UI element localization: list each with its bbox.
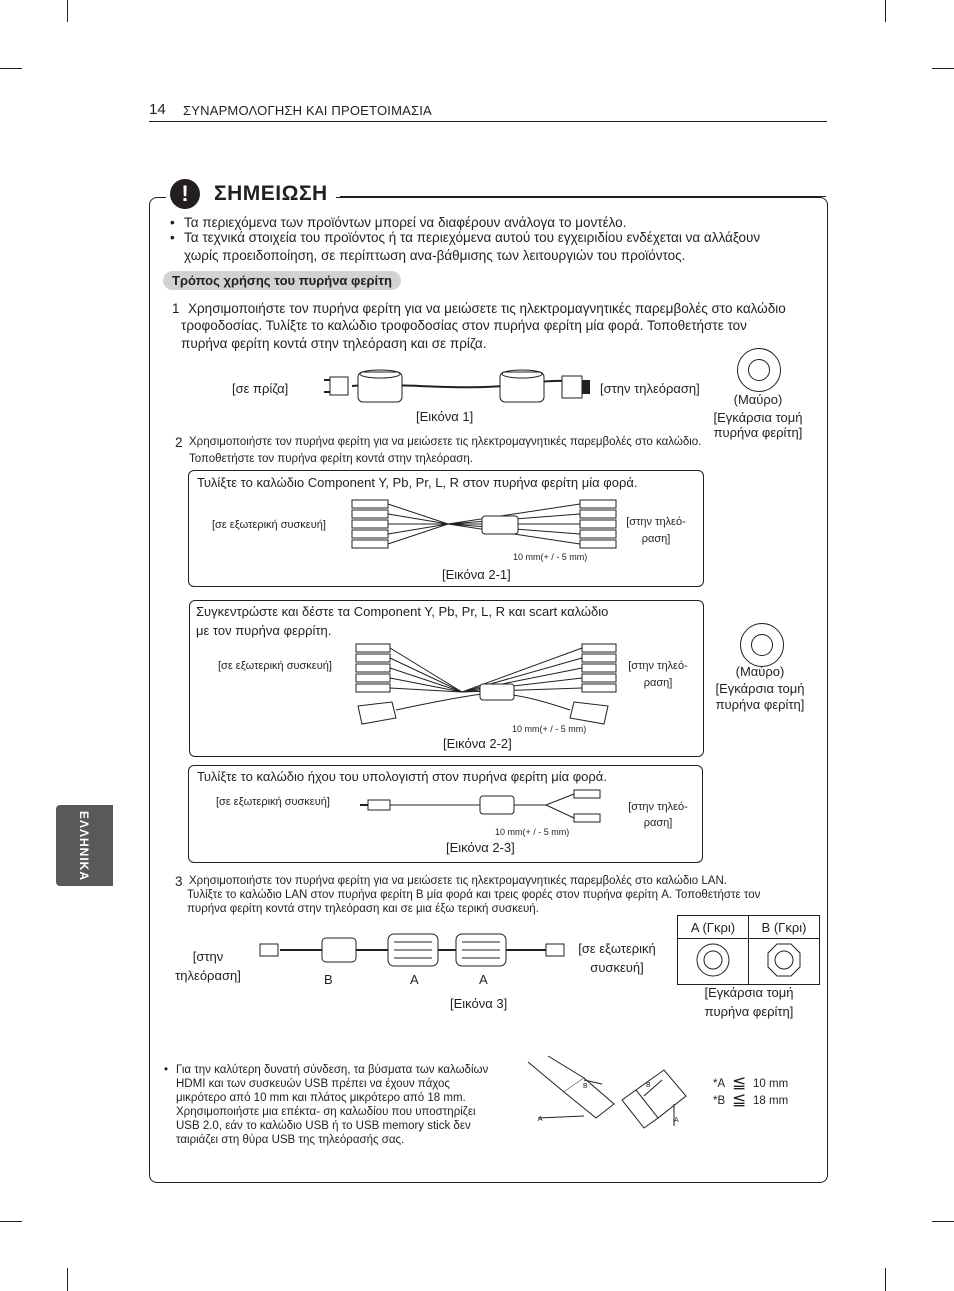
ferrite-cross-section-table	[677, 915, 820, 985]
exclamation-icon: !	[170, 179, 200, 209]
figure-2-3-right-1: [στην τηλεό-	[628, 801, 688, 813]
spec-a-label: *A	[713, 1078, 726, 1090]
step1-right-label: [στην τηλεόραση]	[600, 381, 700, 396]
step2-number: 2	[175, 435, 183, 450]
step1-left-label: [σε πρίζα]	[232, 381, 289, 396]
language-tab-label: ΕΛΛΗΝΙΚΑ	[77, 810, 91, 882]
page-number: 14	[149, 101, 166, 118]
marker-b: B	[324, 972, 333, 987]
header-a-gray: A (Γκρι)	[678, 916, 749, 939]
hdmi-bullet: •	[164, 1064, 169, 1076]
ferrite-cross-section-hole	[748, 359, 770, 381]
step3-left-label-2: τηλεόραση]	[175, 968, 241, 983]
note-bullet-2: Τα τεχνικά στοιχεία του προϊόντος ή τα περιεχόμενα αυτού του εγχειριδίου ενδέχεται να αλλάξουν	[184, 230, 761, 245]
step3-right-label-2: συσκευή]	[590, 960, 644, 975]
power-cord-illustration	[322, 362, 598, 412]
cross-section-2-color: (Μαύρο)	[735, 664, 785, 679]
figure-1-caption: [Εικόνα 1]	[416, 409, 474, 424]
step2-line-2: Τοποθετήστε τον πυρήνα φερίτη κοντά στην τηλεόραση.	[189, 453, 473, 465]
note-heading	[166, 177, 336, 211]
figure-2-3-dimension: 10 mm(+ / - 5 mm)	[495, 827, 570, 837]
note-title: ΣΗΜΕΙΩΣΗ	[214, 182, 328, 205]
figure-2-2-left: [σε εξωτερική συσκευή]	[218, 660, 332, 672]
cross-section-1-title: [Εγκάρσια τομή	[713, 410, 803, 425]
hdmi-note-line-1: Για την καλύτερη δυνατή σύνδεση, τα βύσματα των καλωδίων	[176, 1064, 489, 1076]
figure-3-caption: [Εικόνα 3]	[450, 996, 508, 1011]
figure-2-1-text: Τυλίξτε το καλώδιο Component Y, Pb, Pr, L, R στον πυρήνα φερίτη μία φορά.	[197, 475, 638, 490]
figure-2-3-left: [σε εξωτερική συσκευή]	[216, 796, 330, 808]
plug-label-a-2: A	[674, 1117, 679, 1124]
step1-number: 1	[172, 301, 180, 316]
hdmi-note-line-4: Χρησιμοποιήστε μια επέκτα- ση καλωδίου που υποστηρίζει	[176, 1106, 476, 1118]
step1-line-1: Χρησιμοποιήστε τον πυρήνα φερίτη για να μειώσετε τις ηλεκτρομαγνητικές παρεμβολές στο καλώδιο	[188, 301, 786, 316]
cross-section-1-color: (Μαύρο)	[733, 392, 783, 407]
figure-2-1-dimension: 10 mm(+ / - 5 mm)	[513, 552, 588, 562]
component-scart-cable-illustration	[352, 640, 622, 732]
hdmi-note-line-2: HDMI και των συσκευών USB πρέπει να έχουν πάχος	[176, 1078, 450, 1090]
spec-a-symbol: ≦	[732, 1073, 747, 1092]
note-bullet-1: Τα περιεχόμενα των προϊόντων μπορεί να διαφέρουν ανάλογα το μοντέλο.	[184, 215, 627, 230]
figure-2-2-right-1: [στην τηλεό-	[628, 660, 688, 672]
plug-label-a-1: A	[538, 1116, 543, 1123]
figure-2-3-caption: [Εικόνα 2-3]	[446, 840, 515, 855]
step3-line-2: Τυλίξτε το καλώδιο LAN στον πυρήνα φερίτη B μία φορά και τρεις φορές στον πυρήνα φερίτη A. Τοποθετήστε τον	[187, 889, 761, 901]
bullet-2: •	[170, 230, 175, 245]
bullet-1: •	[170, 215, 175, 230]
cross-section-3-title: [Εγκάρσια τομή	[704, 985, 794, 1000]
hdmi-note-line-5: USB 2.0, εάν το καλώδιο USB ή το USB memory stick δεν	[176, 1120, 471, 1132]
figure-2-2-text-1: Συγκεντρώστε και δέστε τα Component Y, Pb, Pr, L, R και scart καλώδιο	[196, 604, 609, 619]
step3-line-3: πυρήνα φερίτη κοντά στην τηλεόραση και σε μια έξω τερική συσκευή.	[187, 903, 539, 915]
section-label: Τρόπος χρήσης του πυρήνα φερίτη	[163, 271, 401, 290]
audio-cable-illustration	[356, 784, 616, 830]
note-title-rule	[340, 196, 826, 197]
ferrite-octagon-icon	[764, 940, 804, 980]
note-bullet-2-cont: χωρίς προειδοποίηση, σε περίπτωση ανα-βάθμισης των λειτουργιών του προϊόντος.	[184, 248, 686, 263]
hdmi-usb-plug-illustration	[524, 1056, 704, 1136]
step3-left-label-1: [στην	[192, 949, 224, 964]
figure-2-2-right-2: ραση]	[643, 677, 673, 689]
figure-2-2-dimension: 10 mm(+ / - 5 mm)	[512, 724, 587, 734]
ferrite-round-icon	[693, 940, 733, 980]
cross-section-2-title: [Εγκάρσια τομή	[715, 681, 805, 696]
spec-b-value: 18 mm	[753, 1095, 789, 1107]
cross-section-3-title-2: πυρήνα φερίτη]	[704, 1004, 794, 1019]
hdmi-note-line-6: ταιριάζει στη θύρα USB της τηλεόρασής σας.	[176, 1134, 405, 1146]
header-b-gray: B (Γκρι)	[749, 916, 820, 939]
figure-2-1-right-1: [στην τηλεό-	[626, 516, 686, 528]
marker-a-1: A	[410, 972, 419, 987]
step2-line-1: Χρησιμοποιήστε τον πυρήνα φερίτη για να μειώσετε τις ηλεκτρομαγνητικές παρεμβολές στο καλώδιο.	[189, 436, 702, 448]
component-cable-illustration	[348, 496, 620, 556]
step3-right-label-1: [σε εξωτερική	[578, 941, 656, 956]
step3-line-1: Χρησιμοποιήστε τον πυρήνα φερίτη για να μειώσετε τις ηλεκτρομαγνητικές παρεμβολές στο καλώδιο LAN.	[189, 875, 727, 887]
hdmi-note-line-3: μικρότερο από 10 mm και πλάτος μικρότερο από 18 mm.	[176, 1092, 466, 1104]
cross-section-1-title-2: πυρήνα φερίτη]	[713, 425, 803, 440]
figure-2-1-left: [σε εξωτερική συσκευή]	[212, 519, 326, 531]
spec-a-value: 10 mm	[753, 1078, 789, 1090]
figure-2-1-caption: [Εικόνα 2-1]	[442, 567, 511, 582]
figure-2-2-caption: [Εικόνα 2-2]	[443, 736, 512, 751]
step3-number: 3	[175, 874, 183, 889]
plug-label-b-2: B	[646, 1082, 651, 1089]
figure-2-3-right-2: ραση]	[643, 817, 673, 829]
header-rule	[149, 121, 827, 122]
chapter-title: ΣΥΝΑΡΜΟΛΟΓΗΣΗ ΚΑΙ ΠΡΟΕΤΟΙΜΑΣΙΑ	[183, 103, 432, 118]
ferrite-cross-section-hole-2	[751, 634, 773, 656]
figure-2-3-text: Τυλίξτε το καλώδιο ήχου του υπολογιστή στον πυρήνα φερίτη μία φορά.	[197, 769, 607, 784]
cross-section-2-title-2: πυρήνα φερίτη]	[715, 697, 805, 712]
lan-cable-illustration	[256, 930, 568, 972]
cross-section-b-cell	[749, 939, 820, 985]
step1-line-2: τροφοδοσίας. Τυλίξτε το καλώδιο τροφοδοσίας στον πυρήνα φερίτη μία φορά. Τοποθετήστε τον	[181, 318, 747, 333]
step1-line-3: πυρήνα φερίτη κοντά στην τηλεόραση και σε πρίζα.	[181, 336, 487, 351]
plug-label-b-1: B	[583, 1083, 588, 1090]
spec-b-label: *B	[713, 1095, 726, 1107]
cross-section-a-cell	[678, 939, 749, 985]
figure-2-2-text-2: με τον πυρήνα φερρίτη.	[196, 623, 332, 638]
marker-a-2: A	[479, 972, 488, 987]
spec-b-symbol: ≦	[732, 1090, 747, 1109]
figure-2-1-right-2: ραση]	[641, 533, 671, 545]
